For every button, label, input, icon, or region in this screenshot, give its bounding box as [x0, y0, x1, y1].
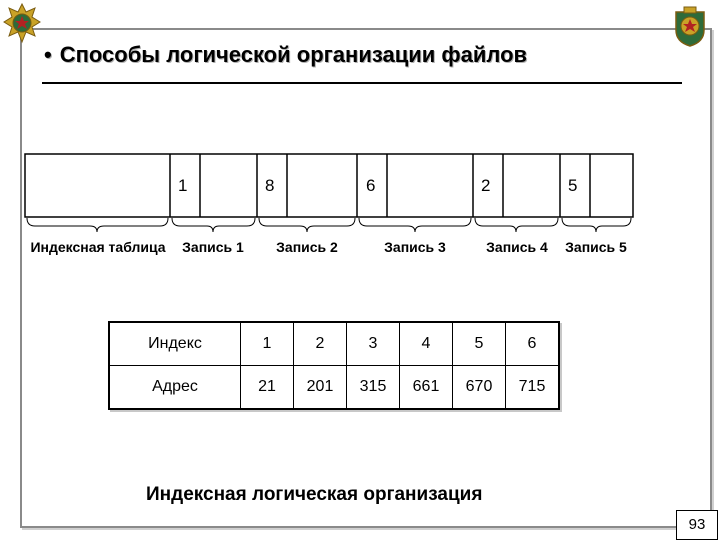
- address-cell: 201: [294, 366, 347, 410]
- label-record-4: Запись 4: [486, 239, 548, 255]
- pointer-record-1: 1: [178, 176, 188, 195]
- label-index-table: Индексная таблица: [30, 239, 166, 255]
- brace-index-table: [27, 218, 168, 232]
- index-cell: 2: [294, 322, 347, 366]
- index-cell: 6: [506, 322, 560, 366]
- index-cell: 4: [400, 322, 453, 366]
- diagram-caption: Индексная логическая организация: [146, 484, 483, 505]
- index-cell: 3: [347, 322, 400, 366]
- index-header: Индекс: [109, 322, 241, 366]
- storage-braces: [27, 218, 631, 232]
- index-cell: 1: [241, 322, 294, 366]
- brace-record-2: [259, 218, 355, 232]
- address-cell: 21: [241, 366, 294, 410]
- index-row: [109, 322, 559, 366]
- page-number: 93: [676, 510, 718, 540]
- brace-record-4: [475, 218, 558, 232]
- pointer-record-3: 6: [366, 176, 376, 195]
- address-row: [109, 366, 559, 410]
- address-cell: 315: [347, 366, 400, 410]
- label-record-5: Запись 5: [565, 239, 627, 255]
- label-record-1: Запись 1: [182, 239, 244, 255]
- address-cell: 661: [400, 366, 453, 410]
- index-table: [108, 321, 560, 410]
- label-record-2: Запись 2: [276, 239, 338, 255]
- brace-record-5: [562, 218, 631, 232]
- address-cell: 715: [506, 366, 560, 410]
- title-bullet: •: [44, 42, 52, 67]
- brace-record-3: [359, 218, 471, 232]
- index-cell: 5: [453, 322, 506, 366]
- title-text: Способы логической организации файлов: [59, 42, 528, 67]
- pointer-record-2: 8: [265, 176, 275, 195]
- storage-strip: [25, 154, 633, 217]
- pointer-record-4: 2: [481, 176, 491, 195]
- brace-record-1: [172, 218, 255, 232]
- address-header: Адрес: [109, 366, 241, 410]
- label-record-3: Запись 3: [384, 239, 446, 255]
- pointer-record-5: 5: [568, 176, 578, 195]
- address-cell: 670: [453, 366, 506, 410]
